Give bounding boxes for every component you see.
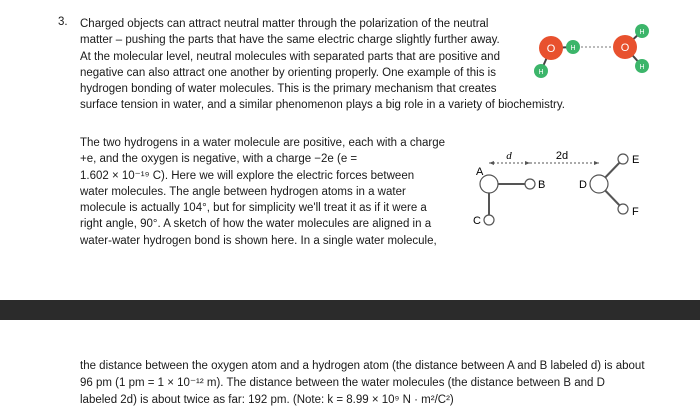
body-line: water molecules. The angle between hydrogen atoms in a water [80,185,406,198]
arrowhead [525,161,530,165]
page-break-band [0,300,700,320]
label-f: F [632,206,639,218]
hydrogen-atom-e [618,154,628,164]
body-line: The two hydrogens in a water molecule are positive, each with a charge [80,137,446,149]
hydrogen-bond-sketch [464,142,664,242]
intro-line: hydrogen bonding of water molecules. This is the primary mechanism that creates [80,83,497,96]
continued-line: 96 pm (1 pm = 1 × 10⁻¹² m). The distance between the water molecules (the distance between B and D [80,377,605,389]
hydrogen-label: H [538,69,544,76]
label-e: E [632,154,640,166]
hydrogen-label: H [639,64,645,71]
body-line: right angle, 90°. A sketch of how the water molecules are aligned in a [80,218,432,231]
oxygen-label: O [620,42,630,54]
hydrogen-label: H [570,45,576,52]
label-a: A [476,166,484,178]
body-line: 1.602 × 10⁻¹⁹ C). Here we will explore the electric forces between [80,169,415,182]
intro-line: At the molecular level, neutral molecules with separated parts that are positive and [80,50,500,63]
question-number: 3. [58,16,68,28]
intro-paragraph [80,16,565,114]
oxygen-label: O [546,43,556,55]
intro-line: surface tension in water, and a similar phenomenon plays a big role in a variety of biochemistry. [80,99,565,112]
intro-line: matter – pushing the parts that have the same electric charge slightly further away. [80,34,500,47]
intro-line: Charged objects can attract neutral matter through the polarization of the neutral [80,18,489,30]
arrowhead [489,161,494,165]
dimension-label-d: d [506,150,512,162]
arrowhead [594,161,599,165]
intro-line: negative can also attract one another by orienting properly. One example of this is [80,66,496,79]
body-paragraph [80,135,452,249]
label-d: D [579,179,587,191]
water-molecule-illustration [525,18,665,90]
continued-paragraph [80,358,670,409]
body-line: +e, and the oxygen is negative, with a charge −2e (e = [80,153,358,166]
hydrogen-label: H [639,29,645,36]
hydrogen-atom-f [618,204,628,214]
continued-line: labeled 2d) is about twice as far: 192 pm. (Note: k = 8.99 × 10⁹ N · m²/C²) [80,394,454,406]
oxygen-atom-d [590,175,608,193]
hydrogen-atom-c [484,215,494,225]
body-line: molecule is actually 104°, but for simplicity we'll treat it as if it were a [80,202,427,215]
hydrogen-atom-b [525,179,535,189]
body-line: water-water hydrogen bond is shown here. In a single water molecule, [80,234,437,247]
continued-line: the distance between the oxygen atom and a hydrogen atom (the distance between A and B labeled d) is about [80,360,645,372]
label-c: C [473,215,481,227]
label-b: B [538,179,546,191]
dimension-label-2d: 2d [555,150,569,162]
